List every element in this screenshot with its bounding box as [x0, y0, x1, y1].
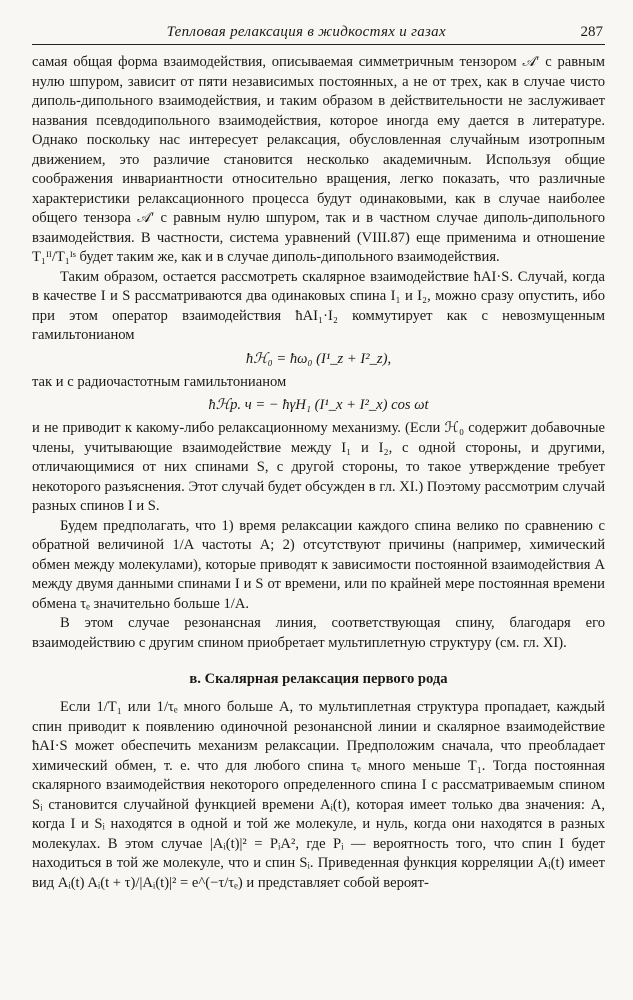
paragraph-4: Будем предполагать, что 1) время релаксации каждого спина велико по сравнению с обратной величиной 1/A частоты A; 2) отсутствуют причины (например, химический обмен между молекулами), которые приводят к зависимости постоянной взаимодействия A между двумя данными спинами I и S от времени, или по крайней мере постоянная времени обмена τₑ значительно больше 1/A.: [32, 517, 605, 612]
page-header: [32, 24, 605, 45]
paragraph-2-continued: так и с радиочастотным гамильтонианом: [32, 373, 287, 390]
paragraph-3: и не приводит к какому-либо релаксационному механизму. (Если ℋ₀ содержит добавочные члены, учитывающие взаимодействие между I₁ и I₂, с одной стороны, и другими, отличающимися от них спинами S, с другой стороны, то такое утверждение требует некоторого разъяснения. Этот случай будет обсужден в гл. XI.) Поэтому рассмотрим случай разных спинов I и S.: [32, 420, 605, 514]
paragraph-1: самая общая форма взаимодействия, описываемая симметричным тензором 𝒜′ с равным нулю шпуром, зависит от пяти независимых постоянных, а не от трех, как в случае чисто диполь-дипольного взаимодействия, и таким образом в действительности не заслуживает названия псевдодипольного взаимодействия, которое иногда ему дается в литературе. Однако поскольку нас интересует релаксация, обусловленная случайным изотропным движением, это различие становится несколько академичным. Используя общие соображения инвариантности относительно вращения, легко показать, что различные характеристики релаксационного процесса будут одинаковыми, как в случае наиболее общего тензора 𝒜′ с равным нулю шпуром, так и в частном случае диполь-дипольного взаимодействия. В частности, система уравнений (VIII.87) еще применима и отношение T₁ᴵᴵ/T₁ᴵˢ будет таким же, как и в случае диполь-дипольного взаимодействия.: [32, 54, 605, 265]
formula-rf-hamiltonian: ħℋр. ч = − ħγH₁ (I¹_x + I²_x) cos ωt: [208, 397, 429, 413]
section-title: в. Скалярная релаксация первого рода: [189, 671, 448, 687]
formula-unperturbed-hamiltonian: ħℋ₀ = ħω₀ (I¹_z + I²_z),: [245, 350, 392, 367]
paragraph-5: В этом случае резонансная линия, соответствующая спину, благодаря его взаимодействию с другим спином приобретает мультиплетную структуру (см. гл. XI).: [32, 615, 605, 651]
paragraph-2: Таким образом, остается рассмотреть скалярное взаимодействие ħAI·S. Случай, когда в качестве I и S рассматриваются два одинаковых спина I₁ и I₂, можно сразу опустить, ибо при этом оператор взаимодействия ħAI₁·I₂ коммутирует как с невозмущенным гамильтонианом: [32, 268, 605, 343]
running-title: Тепловая релаксация в жидкостях и газах: [166, 24, 446, 40]
paragraph-6: Если 1/T₁ или 1/τₑ много больше A, то мультиплетная структура пропадает, каждый спин приводит к появлению одиночной резонансной линии и скалярное взаимодействие ħAI·S может обеспечить механизм релаксации. Предположим сначала, что преобладает химический обмен, т. е. что для любого спина τₑ много меньше T₁. Тогда постоянная скалярного взаимодействия некоторого определенного спина I с рассматриваемым спином Sᵢ становится случайной функцией времени Aᵢ(t), которая имеет только два значения: A, когда I и Sᵢ находятся в одной и той же молекуле, и нуль, когда они находятся в разных молекулах. В этом случае |Aᵢ(t)|² = PᵢA², где Pᵢ — вероятность того, что спин I будет находиться в той же молекуле, что и спин Sᵢ. Приведенная функция корреляции Aᵢ(t) имеет вид Aᵢ(t) Aᵢ(t + τ)/|Aᵢ(t)|² = e^(−τ/τₑ) и представляет собой вероят-: [32, 699, 605, 891]
page-number: 287: [580, 24, 603, 40]
